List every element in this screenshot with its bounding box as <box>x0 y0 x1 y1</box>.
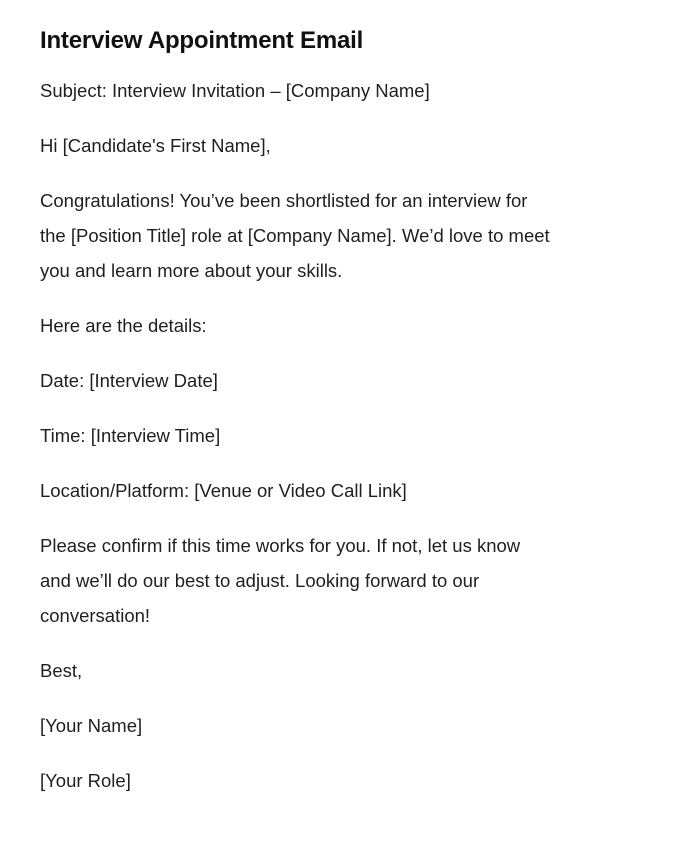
details-intro <box>40 308 660 343</box>
text-line: Congratulations! You’ve been shortlisted for an interview for <box>40 190 528 211</box>
confirmation-paragraph <box>40 528 660 633</box>
text-line: you and learn more about your skills. <box>40 260 343 281</box>
text-line: [Your Name] <box>40 715 143 736</box>
text-line: Date: [Interview Date] <box>40 370 218 391</box>
text-line: conversation! <box>40 605 151 626</box>
text-line: and we’ll do our best to adjust. Looking forward to our <box>40 570 480 591</box>
text-line: Here are the details: <box>40 315 207 336</box>
text-line: Subject: Interview Invitation – [Company Name] <box>40 80 430 101</box>
text-line: Best, <box>40 660 83 681</box>
text-line: [Your Role] <box>40 770 131 791</box>
signoff <box>40 653 660 688</box>
signature-role <box>40 763 660 798</box>
detail-date <box>40 363 660 398</box>
text-line: Hi [Candidate's First Name], <box>40 135 271 156</box>
subject-line <box>40 73 660 108</box>
text-line: the [Position Title] role at [Company Name]. We’d love to meet <box>40 225 550 246</box>
detail-time <box>40 418 660 453</box>
text-line: Please confirm if this time works for you. If not, let us know <box>40 535 521 556</box>
page-title: Interview Appointment Email <box>40 27 364 54</box>
greeting <box>40 128 660 163</box>
detail-location <box>40 473 660 508</box>
intro-paragraph <box>40 183 660 288</box>
text-line: Time: [Interview Time] <box>40 425 221 446</box>
signature-name <box>40 708 660 743</box>
text-line: Location/Platform: [Venue or Video Call Link] <box>40 480 407 501</box>
